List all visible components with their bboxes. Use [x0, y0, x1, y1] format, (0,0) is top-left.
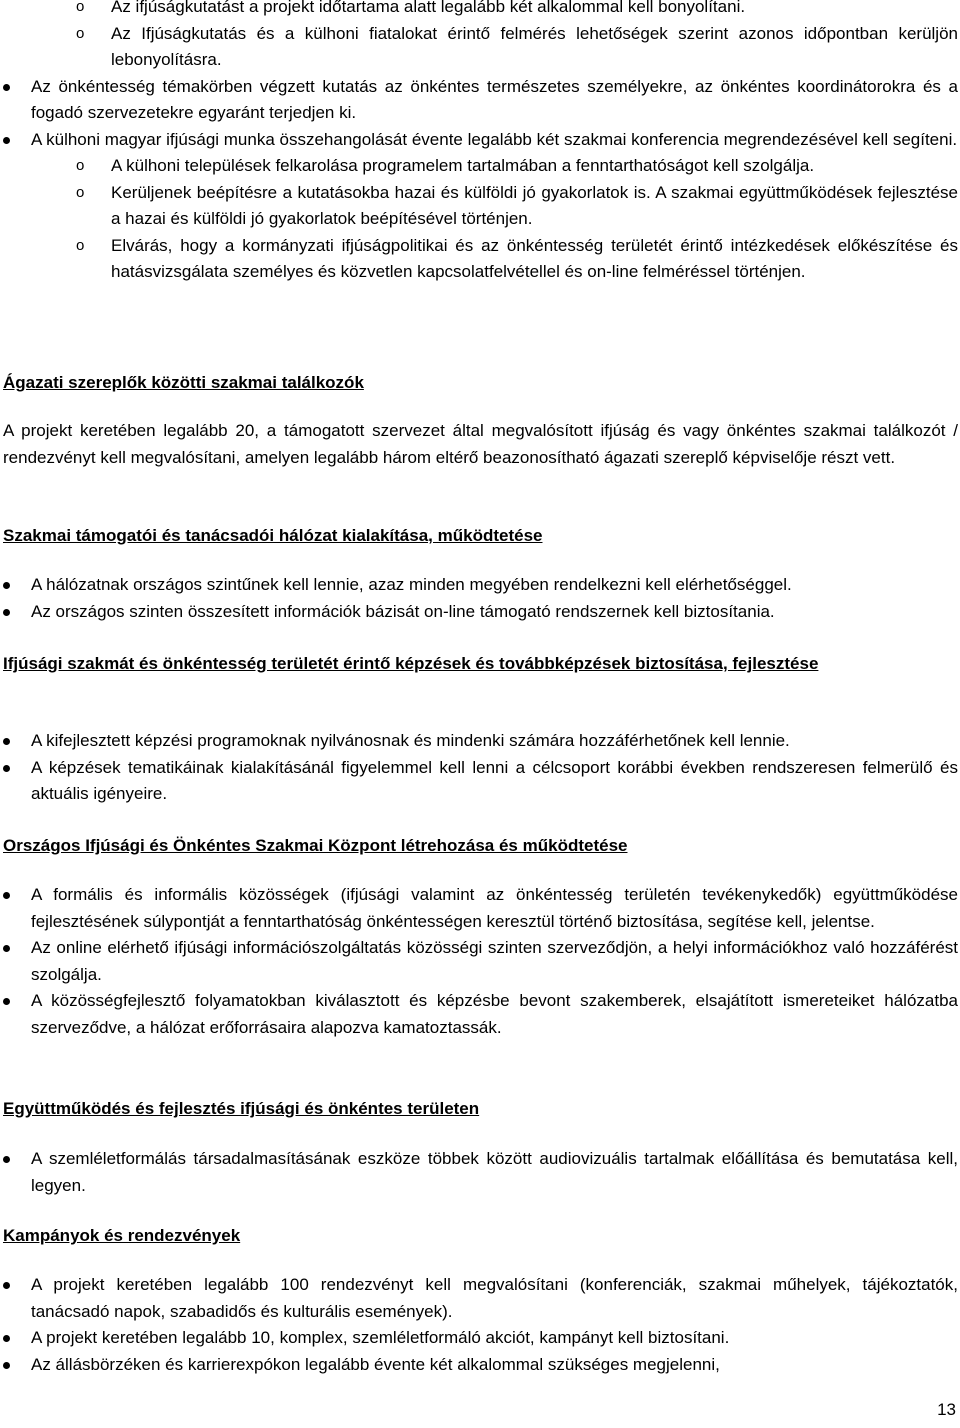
section-kepzesek [0, 651, 958, 678]
list-item-text: A külhoni települések felkarolása programelem tartalmában a fenntarthatóságot kell szolgálja. [111, 156, 815, 175]
bullet-icon [3, 609, 10, 616]
section-paragraph-block [0, 418, 958, 471]
list-item [76, 0, 958, 21]
bullet-icon [3, 738, 10, 745]
list-item-text: A projekt keretében legalább 10, komplex, szemléletformáló akciót, kampányt kell biztosítani. [31, 1328, 730, 1347]
section-heading: Országos Ifjúsági és Önkéntes Szakmai Központ létrehozása és működtetése [3, 836, 628, 855]
list-item-text: A formális és informális közösségek (ifjúsági valamint az önkéntesség területén tevékenykedők) együttműködése fejlesztésének súlypontját a fenntarthatóság önkéntességen keresztül történő biztosítása, segítése kell, jelentse. [31, 885, 958, 931]
bullet-icon [3, 1335, 10, 1342]
list-item [76, 233, 958, 286]
list-item [76, 153, 958, 180]
list-item [31, 1325, 958, 1352]
section-kampanyok [0, 1223, 958, 1250]
bullet-icon [3, 582, 10, 589]
page-number: 13 [937, 1400, 956, 1419]
list-item [76, 180, 958, 233]
list-item [31, 755, 958, 808]
list-item-text: Az ifjúságkutatást a projekt időtartama alatt legalább két alkalommal kell bonyolítani. [111, 0, 746, 16]
list-item-text: Az online elérhető ifjúsági információszolgáltatás közösségi szinten szerveződjön, a helyi információkhoz való hozzáférést szolgálja. [31, 938, 958, 984]
section-halozat [0, 523, 958, 550]
list-item [31, 599, 958, 626]
section-list [0, 728, 958, 808]
list-item-text: A hálózatnak országos szintűnek kell lennie, azaz minden megyében rendelkezni kell elérhetőséggel. [31, 575, 792, 594]
section-heading: Kampányok és rendezvények [3, 1226, 241, 1245]
list-item-text: A külhoni magyar ifjúsági munka összehangolását évente legalább két szakmai konferencia megrendezésével kell segíteni. [31, 129, 958, 149]
section-heading: Szakmai támogatói és tanácsadói hálózat kialakítása, működtetése [3, 526, 543, 545]
circle-bullet-icon: o [76, 157, 85, 174]
list-item [31, 572, 958, 599]
list-item [31, 988, 958, 1041]
section-agazati-talalkozok [0, 370, 958, 397]
section-paragraph: A projekt keretében legalább 20, a támogatott szervezet által megvalósított ifjúság és vagy önkéntes szakmai találkozót / rendezvényt kell megvalósítani, amelyen legalább három eltérő beazonosítható ágazati szereplő képviselője részt vett. [3, 421, 958, 467]
list-item-text: A közösségfejlesztő folyamatokban kiválasztott és képzésbe bevont szakemberek, elsajátított ismereteiket hálózatba szerveződve, a hálózat erőforrásaira alapozva kamatoztassák. [31, 991, 958, 1037]
list-item [76, 21, 958, 74]
list-item [31, 127, 958, 154]
section-list [0, 1272, 958, 1378]
list-item-text: Az önkéntesség témakörben végzett kutatás az önkéntes természetes személyekre, az önkéntes koordinátorokra és a fogadó szervezetekre egyaránt terjedjen ki. [31, 76, 958, 122]
bullet-icon [3, 765, 10, 772]
circle-bullet-icon: o [76, 0, 85, 15]
list-item-text: Az Ifjúságkutatás és a külhoni fiatalokat érintő felmérés lehetőségek szerint azonos időpontban kerüljön lebonyolításra. [111, 23, 958, 69]
section-egyuttmukodes [0, 1096, 958, 1123]
section-list [0, 572, 958, 625]
list-item [31, 1352, 958, 1379]
bullet-icon [3, 1362, 10, 1369]
circle-bullet-icon: o [76, 24, 85, 42]
list-item [31, 1146, 958, 1199]
bullet-icon [3, 945, 10, 952]
list-item-text: A képzések tematikáinak kialakításánál figyelemmel kell lenni a célcsoport korábbi években rendszeresen felmerülő és aktuális igényeire. [31, 757, 958, 803]
circle-bullet-icon: o [76, 183, 85, 201]
list-item-text: Az állásbörzéken és karrierexpókon legalább évente két alkalommal szükséges megjelenni, [31, 1354, 720, 1374]
section-heading: Ifjúsági szakmát és önkéntesség területét érintő képzések és továbbképzések biztosítása, fejlesztése [3, 654, 819, 673]
list-item-text: Elvárás, hogy a kormányzati ifjúságpolitikai és az önkéntesség területét érintő intézkedések előkészítése és hatásvizsgálata személyes és közvetlen kapcsolatfelvétellel és on-line felméréssel történjen. [111, 235, 958, 281]
list-item [31, 935, 958, 988]
bullet-icon [3, 892, 10, 899]
bullet-icon [3, 1156, 10, 1163]
bullet-icon [3, 998, 10, 1005]
list-item [31, 728, 958, 755]
bullet-icon [3, 1282, 10, 1289]
bullet-icon [3, 137, 10, 144]
top-list [0, 0, 958, 286]
section-heading: Ágazati szereplők közötti szakmai találkozók [3, 373, 364, 392]
list-item-text: A szemléletformálás társadalmasításának eszköze többek között audiovizuális tartalmak előállítása és bemutatása kell, legyen. [31, 1149, 958, 1195]
list-item-text: A kifejlesztett képzési programoknak nyilvánosnak és mindenki számára hozzáférhetőnek kell lennie. [31, 731, 790, 750]
section-list [0, 1146, 958, 1199]
list-item [31, 882, 958, 935]
bullet-icon [3, 84, 10, 91]
circle-bullet-icon: o [76, 236, 85, 254]
section-list [0, 882, 958, 1041]
list-item [31, 1272, 958, 1325]
list-item [31, 74, 958, 127]
section-heading: Együttműködés és fejlesztés ifjúsági és önkéntes területen [3, 1099, 480, 1118]
list-item-text: A projekt keretében legalább 100 rendezvényt kell megvalósítani (konferenciák, szakmai műhelyek, tájékoztatók, tanácsadó napok, szabadidős és kulturális események). [31, 1275, 958, 1321]
list-item-text: Az országos szinten összesített információk bázisát on-line támogató rendszernek kell biztosítania. [31, 601, 775, 621]
section-kozpont [0, 833, 958, 860]
list-item-text: Kerüljenek beépítésre a kutatásokba hazai és külföldi jó gyakorlatok is. A szakmai együttműködések fejlesztése a hazai és külföldi jó gyakorlatok beépítésével történjen. [111, 182, 958, 228]
